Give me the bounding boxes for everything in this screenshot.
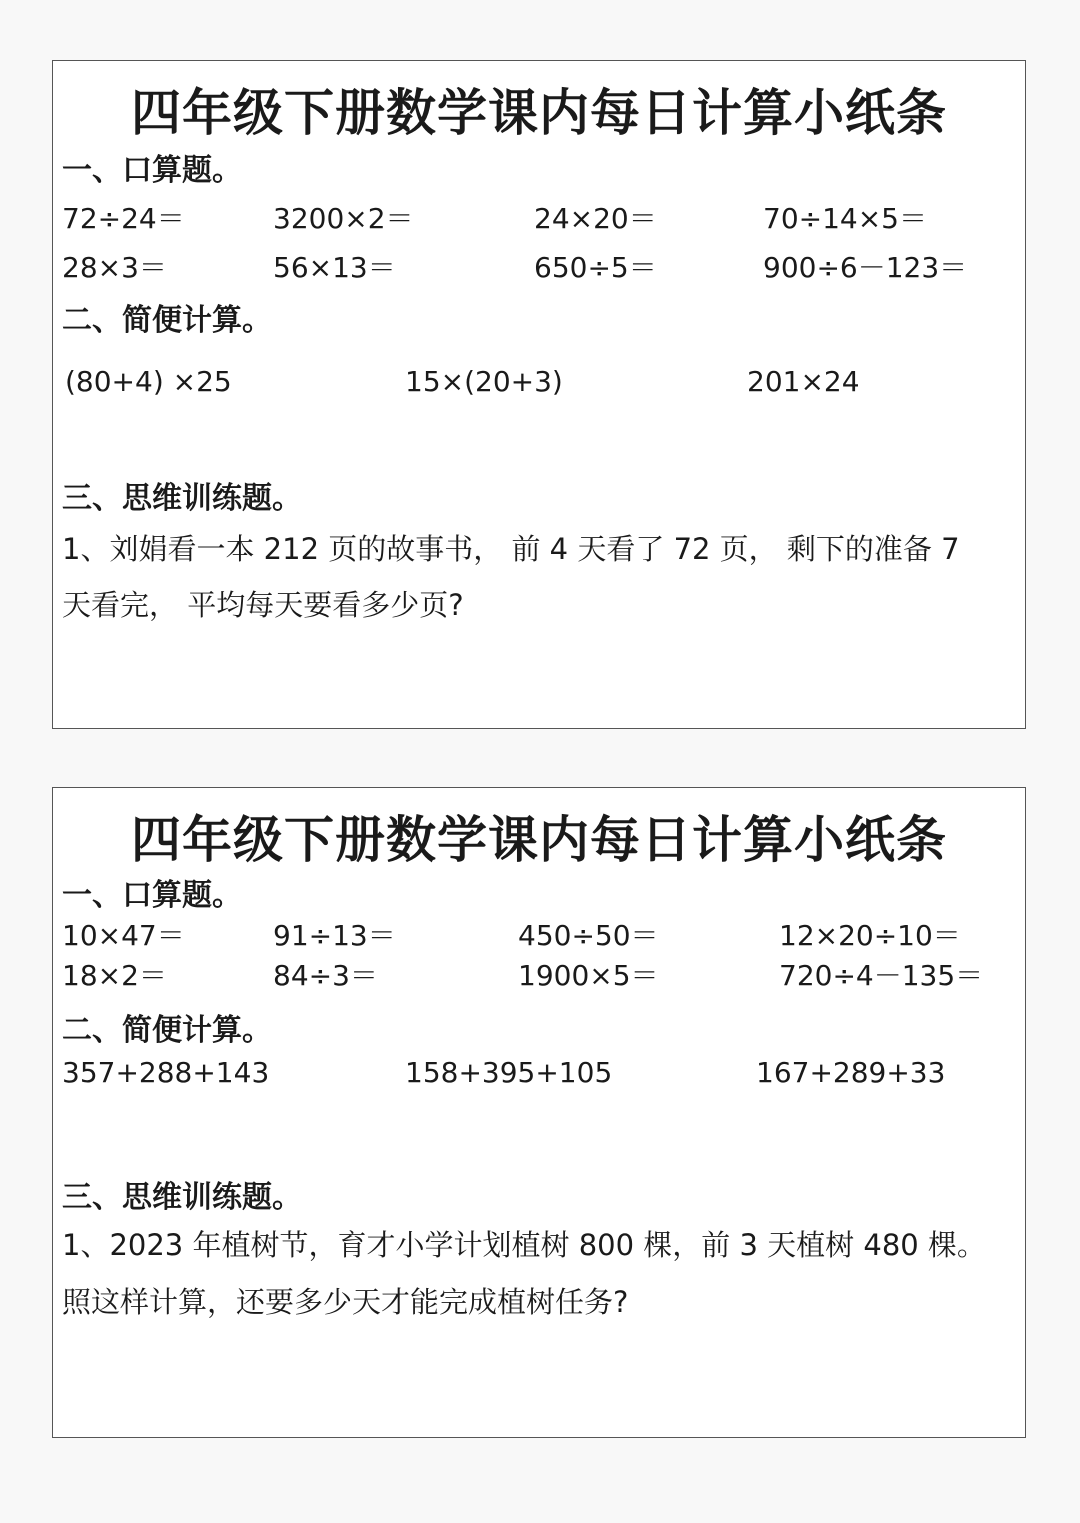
oral-problem: 3200×2＝ — [273, 202, 414, 235]
oral-problem: 84÷3＝ — [273, 959, 378, 992]
oral-problem: 1900×5＝ — [518, 959, 659, 992]
section-simplify-heading: 二、简便计算。 — [62, 1013, 272, 1048]
word-problem-line: 1、刘娟看一本 212 页的故事书， 前 4 天看了 72 页， 剩下的准备 7 — [62, 532, 960, 566]
oral-problem: 900÷6－123＝ — [763, 251, 968, 284]
oral-problem: 10×47＝ — [62, 919, 185, 952]
oral-problem: 91÷13＝ — [273, 919, 396, 952]
section-oral-heading: 一、口算题。 — [62, 153, 242, 188]
oral-problem: 72÷24＝ — [62, 202, 185, 235]
word-problem-line: 天看完， 平均每天要看多少页? — [62, 588, 464, 622]
worksheet-title: 四年级下册数学课内每日计算小纸条 — [131, 811, 947, 869]
word-problem-line: 1、2023 年植树节，育才小学计划植树 800 棵，前 3 天植树 480 棵。 — [62, 1228, 986, 1262]
worksheet-title: 四年级下册数学课内每日计算小纸条 — [131, 84, 947, 142]
section-simplify-heading: 二、简便计算。 — [62, 303, 272, 338]
oral-problem: 56×13＝ — [273, 251, 396, 284]
oral-problem: 70÷14×5＝ — [763, 202, 927, 235]
section-oral-heading: 一、口算题。 — [62, 878, 242, 913]
oral-problem: 720÷4－135＝ — [779, 959, 984, 992]
oral-problem: 24×20＝ — [534, 202, 657, 235]
simplify-problem: (80+4) ×25 — [65, 365, 232, 398]
oral-problem: 450÷50＝ — [518, 919, 659, 952]
simplify-problem: 167+289+33 — [756, 1056, 946, 1089]
word-problem-line: 照这样计算，还要多少天才能完成植树任务? — [62, 1285, 629, 1319]
section-thinking-heading: 三、思维训练题。 — [62, 481, 302, 516]
oral-problem: 650÷5＝ — [534, 251, 657, 284]
worksheet-card-1 — [52, 60, 1026, 729]
simplify-problem: 158+395+105 — [405, 1056, 613, 1089]
oral-problem: 12×20÷10＝ — [779, 919, 961, 952]
section-thinking-heading: 三、思维训练题。 — [62, 1180, 302, 1215]
oral-problem: 18×2＝ — [62, 959, 167, 992]
simplify-problem: 357+288+143 — [62, 1056, 270, 1089]
simplify-problem: 201×24 — [747, 365, 860, 398]
oral-problem: 28×3＝ — [62, 251, 167, 284]
worksheet-card-2 — [52, 787, 1026, 1438]
simplify-problem: 15×(20+3) — [405, 365, 563, 398]
